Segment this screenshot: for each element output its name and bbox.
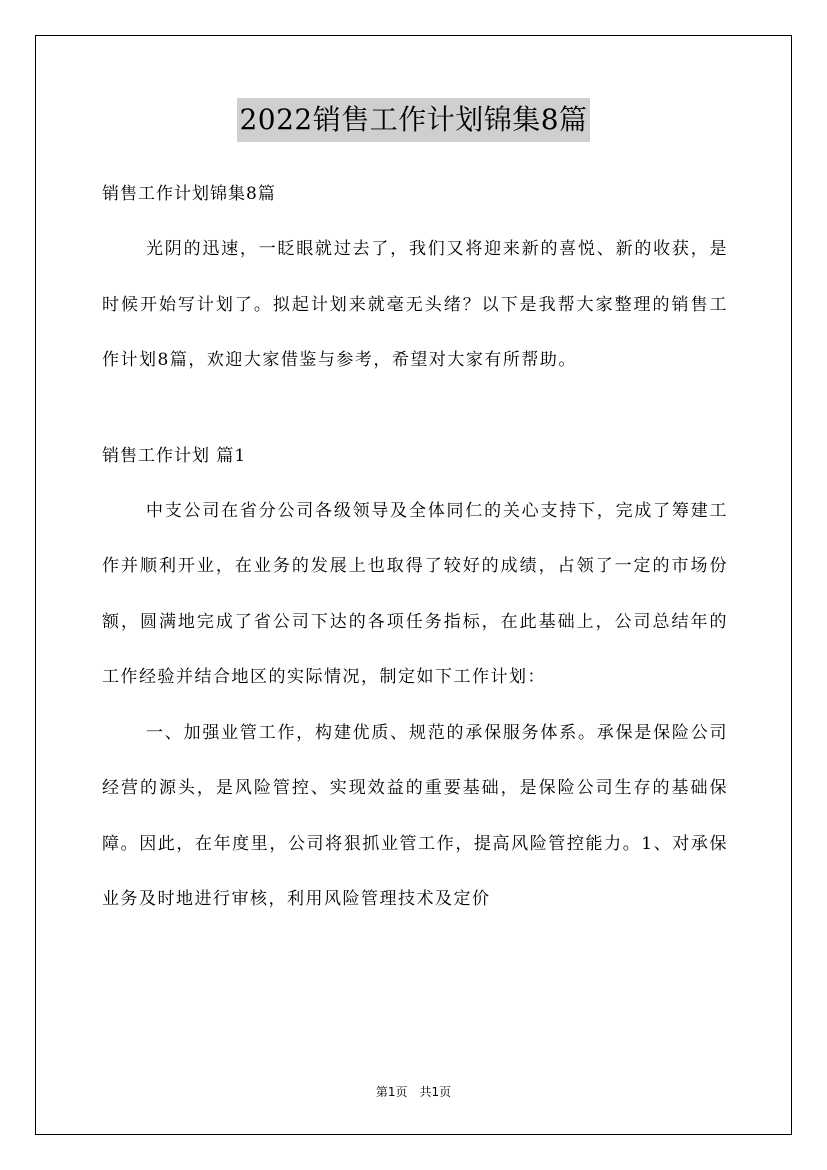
section-paragraph: 中支公司在省分公司各级领导及全体同仁的关心支持下，完成了筹建工作并顺利开业，在业务的发展上也取得了较好的成绩，占领了一定的市场份额，圆满地完成了省公司下达的各项任务指标，在此基础上，公司总结年的工作经验并结合地区的实际情况，制定如下工作计划： <box>102 500 728 687</box>
spacer <box>102 389 728 433</box>
document-body <box>102 171 728 928</box>
intro-paragraph: 光阴的迅速，一眨眼就过去了，我们又将迎来新的喜悦、新的收获，是时候开始写计划了。拟起计划来就毫无头绪？以下是我帮大家整理的销售工作计划8篇，欢迎大家借鉴与参考，希望对大家有所帮助。 <box>102 239 728 370</box>
section-paragraph: 一、加强业管工作，构建优质、规范的承保服务体系。承保是保险公司经营的源头，是风险管控、实现效益的重要基础，是保险公司生存的基础保障。因此，在年度里，公司将狠抓业管工作，提高风险管控能力。1、对承保业务及时地进行审核，利用风险管理技术及定价 <box>102 722 728 909</box>
document-subtitle: 销售工作计划锦集8篇 <box>102 184 276 204</box>
document-title: 2022销售工作计划锦集8篇 <box>237 98 589 142</box>
section-heading: 销售工作计划 篇1 <box>102 445 247 466</box>
title-container <box>0 98 827 142</box>
page-footer: 第1页 共1页 <box>375 1085 452 1099</box>
